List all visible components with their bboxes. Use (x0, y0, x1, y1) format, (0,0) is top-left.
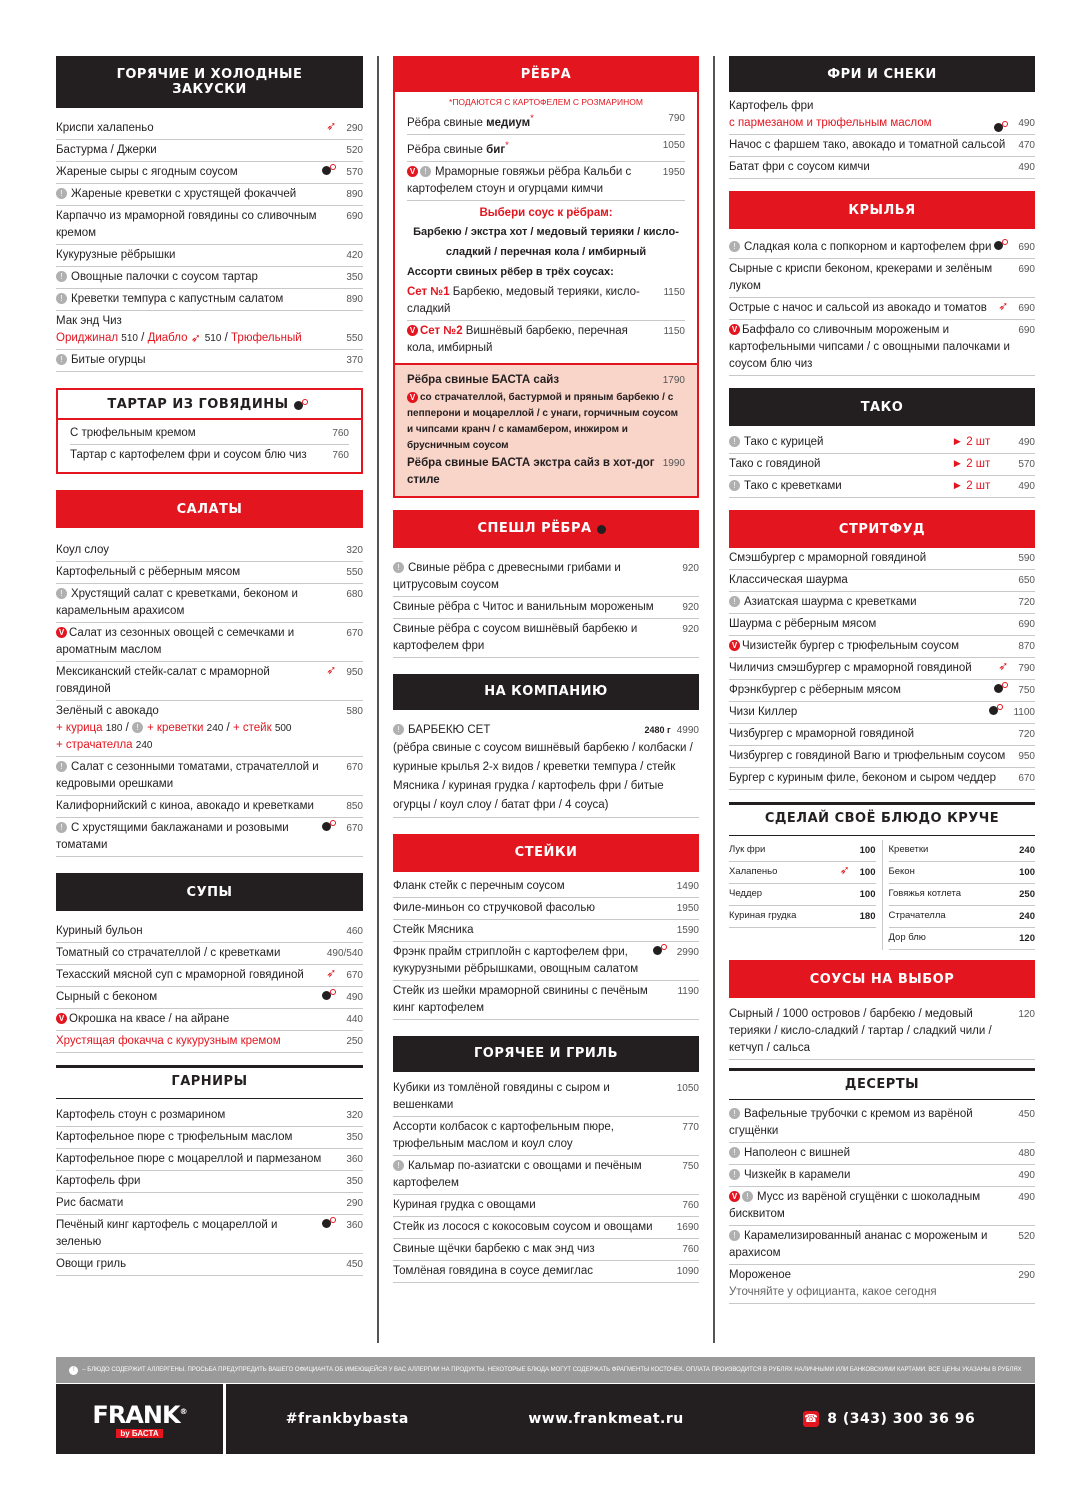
section-title: СОУСЫ НА ВЫБОР (729, 960, 1035, 998)
section-title: НА КОМПАНИЮ (393, 674, 699, 710)
chili-pepper-icon: ➶ (190, 330, 201, 345)
menu-item: Жареные сыры с ягодным соусом 570 (56, 162, 363, 184)
menu-item: Картофельное пюре с трюфельным маслом 350 (56, 1127, 363, 1149)
vegetarian-icon: V (407, 325, 418, 336)
menu-item: Кубики из томлёной говядины с сыром и вешенками 1050 (393, 1078, 699, 1117)
allergen-icon: ! (742, 1191, 753, 1202)
menu-item: Начос с фаршем тако, авокадо и томатной сальсой 470 (729, 135, 1035, 157)
allergen-icon: ! (56, 271, 67, 282)
menu-item: V Баффало со сливочным мороженым и картофельными чипсами / с овощными палочками и соусом блю чиз 690 (729, 320, 1035, 376)
menu-item: V Салат из сезонных овощей с семечками и ароматным маслом 670 (56, 623, 363, 662)
section-title: САЛАТЫ (56, 490, 363, 528)
menu-item: ! Жареные креветки с хрустящей фокаччей 890 (56, 184, 363, 206)
menu-item: ! Тако с креветками ► 2 шт 490 (729, 476, 1035, 498)
bomb-icon (322, 989, 335, 1000)
allergen-icon: ! (56, 588, 67, 599)
menu-item: Бастурма / Джерки 520 (56, 140, 363, 162)
vegetarian-icon: V (729, 324, 740, 335)
phone-number[interactable]: ☎ 8 (343) 300 36 96 (804, 1411, 976, 1427)
bomb-icon (597, 523, 610, 534)
allergen-icon: ! (393, 724, 404, 735)
allergen-icon: ! (393, 562, 404, 573)
menu-item: ! Чизкейк в карамели 490 (729, 1165, 1035, 1187)
bomb-icon (989, 704, 1002, 715)
menu-item: Мороженое Уточняйте у официанта, какое сегодня 290 (729, 1265, 1035, 1304)
addon-item: Чеддер 100 (729, 884, 876, 906)
allergen-icon: ! (56, 822, 67, 833)
allergen-icon: ! (729, 1147, 740, 1158)
allergen-icon: ! (420, 166, 431, 177)
addon-item: Халапеньо ➶ 100 (729, 862, 876, 884)
section-title: КРЫЛЬЯ (729, 191, 1035, 229)
section-title: СУПЫ (56, 873, 363, 911)
menu-item: ! Хрустящий салат с креветками, беконом и карамельным арахисом 680 (56, 584, 363, 623)
menu-item: Острые с начос и сальсой из авокадо и томатов ➶ 690 (729, 298, 1035, 320)
bomb-icon (994, 121, 1007, 132)
chili-pepper-icon: ➶ (326, 663, 337, 677)
menu-item: V Чизистейк бургер с трюфельным соусом 870 (729, 636, 1035, 658)
section-title: ДЕСЕРТЫ (729, 1068, 1035, 1098)
phone-icon: ☎ (804, 1412, 819, 1425)
section-title: ТАКО (729, 388, 1035, 426)
menu-item: Сырный с беконом 490 (56, 987, 363, 1009)
menu-item: Фрэнкбургер с рёберным мясом 750 (729, 680, 1035, 702)
menu-item: ! Азиатская шаурма с креветками 720 (729, 592, 1035, 614)
menu-item: V Окрошка на квасе / на айране 440 (56, 1009, 363, 1031)
allergen-icon: ! (132, 722, 143, 733)
section-title: ТАРТАР ИЗ ГОВЯДИНЫ (58, 390, 361, 420)
menu-item: Батат фри с соусом кимчи 490 (729, 157, 1035, 179)
frank-logo: FRANK® by БАСТА (56, 1384, 226, 1454)
addon-item: Куриная грудка 180 (729, 906, 876, 928)
menu-item: ! Овощные палочки с соусом тартар 350 (56, 267, 363, 289)
vegetarian-icon: V (56, 627, 67, 638)
menu-item: Картофель стоун с розмарином 320 (56, 1105, 363, 1127)
menu-item: Картофельный с рёберным мясом 550 (56, 562, 363, 584)
section-title: ГОРЯЧЕЕ И ГРИЛЬ (393, 1036, 699, 1072)
menu-item: Свиные щёчки барбекю с мак энд чиз 760 (393, 1239, 699, 1261)
menu-item: Чиличиз смэшбургер с мраморной говядиной ➶ 790 (729, 658, 1035, 680)
menu-item: Чизбургер с мраморной говядиной 720 (729, 724, 1035, 746)
allergen-icon: ! (729, 241, 740, 252)
menu-item: С трюфельным кремом 760 (70, 423, 349, 445)
vegetarian-icon: V (407, 166, 418, 177)
addons-grid (729, 840, 1035, 950)
menu-item: Филе-миньон со стручковой фасолью 1950 (393, 898, 699, 920)
menu-item: Томатный со страчателлой / с креветками 490/540 (56, 943, 363, 965)
bomb-icon (322, 820, 335, 831)
menu-item: Рёбра свиные БАСТА экстра сайз в хот-дог стиле 1990 (407, 456, 685, 486)
menu-item: ! Кальмар по-азиатски с овощами и печёным картофелем 750 (393, 1156, 699, 1195)
vegetarian-icon: V (56, 1013, 67, 1024)
chili-pepper-icon: ➶ (326, 966, 337, 980)
bomb-icon (294, 399, 307, 410)
ribs-section (393, 92, 699, 365)
allergen-icon: ! (56, 761, 67, 772)
assorti-title: Ассорти свиных рёбер в трёх соусах: (407, 265, 614, 278)
menu-item: Свиные рёбра с Читос и ванильным мороженым 920 (393, 597, 699, 619)
sauce-list: Барбекю / экстра хот / медовый терияки / кисло-сладкий / перечная кола / имбирный (413, 225, 679, 258)
addon-item: Креветки 240 (889, 840, 1036, 862)
allergen-icon: ! (56, 293, 67, 304)
hashtag: #frankbybasta (285, 1411, 409, 1427)
menu-item: Хрустящая фокачча с кукурузным кремом 250 (56, 1031, 363, 1053)
menu-item: Карпаччо из мраморной говядины со сливочным кремом 690 (56, 206, 363, 245)
section-title: СДЕЛАЙ СВОЁ БЛЮДО КРУЧЕ (729, 802, 1035, 832)
menu-item: Шаурма с рёберным мясом 690 (729, 614, 1035, 636)
menu-item: Криспи халапеньо ➶ 290 (56, 118, 363, 140)
footer-bar (56, 1384, 1035, 1454)
menu-item: Томлёная говядина в соусе демиглас 1090 (393, 1261, 699, 1283)
chili-pepper-icon: ➶ (998, 299, 1009, 313)
menu-item: Стейк из лосося с кокосовым соусом и овощами 1690 (393, 1217, 699, 1239)
column-divider (713, 56, 715, 1343)
menu-item: Сет №1 Барбекю, медовый терияки, кисло-сладкий 1150 (407, 282, 685, 321)
menu-item: Картофель фри 350 (56, 1171, 363, 1193)
sauce-choice-title: Выбери соус к рёбрам: (479, 206, 613, 219)
menu-item: ! Вафельные трубочки с кремом из варёной сгущёнки 450 (729, 1104, 1035, 1143)
menu-item: Овощи гриль 450 (56, 1254, 363, 1276)
website-link[interactable]: www.frankmeat.ru (528, 1411, 684, 1427)
bomb-icon (322, 1217, 335, 1228)
menu-item: ! Тако с курицей ► 2 шт 490 (729, 432, 1035, 454)
section-title: ГАРНИРЫ (56, 1065, 363, 1095)
addon-item: Дор блю 120 (889, 928, 1036, 950)
menu-item: Мексиканский стейк-салат с мраморной говядиной ➶ 950 (56, 662, 363, 701)
bomb-icon (653, 944, 666, 955)
menu-item: Классическая шаурма 650 (729, 570, 1035, 592)
menu-item: Смэшбургер с мраморной говядиной 590 (729, 548, 1035, 570)
bomb-icon (994, 682, 1007, 693)
allergen-icon: ! (729, 480, 740, 491)
allergen-icon: ! (729, 1108, 740, 1119)
chili-pepper-icon: ➶ (326, 119, 337, 133)
bomb-icon (322, 164, 335, 175)
allergen-icon: ! (69, 1366, 78, 1375)
menu-column-middle (393, 56, 699, 1283)
allergen-icon: ! (56, 188, 67, 199)
menu-item: Куриная грудка с овощами 760 (393, 1195, 699, 1217)
basta-size-box (393, 365, 699, 498)
menu-item: ! Битые огурцы 370 (56, 350, 363, 372)
menu-column-left (56, 56, 363, 1276)
menu-item: ! Сладкая кола с попкорном и картофелем фри 690 (729, 237, 1035, 259)
menu-item: Кукурузные рёбрышки 420 (56, 245, 363, 267)
menu-item: ! С хрустящими баклажанами и розовыми томатами 670 (56, 818, 363, 857)
addon-item: Страчателла 240 (889, 906, 1036, 928)
allergen-icon: ! (729, 596, 740, 607)
menu-item: Бургер с куриным филе, беконом и сыром чеддер 670 (729, 768, 1035, 790)
allergen-icon: ! (729, 1230, 740, 1241)
section-title: ГОРЯЧИЕ И ХОЛОДНЫЕ ЗАКУСКИ (56, 56, 363, 108)
menu-item: Сырные с криспи беконом, крекерами и зелёным луком 690 (729, 259, 1035, 298)
menu-item: Сырный / 1000 островов / барбекю / медовый терияки / кисло-сладкий / тартар / сладкий чили / кетчуп / сальса 120 (729, 1004, 1035, 1060)
menu-item: Тартар с картофелем фри и соусом блю чиз 760 (70, 449, 349, 461)
menu-item: V Сет №2 Вишнёвый барбекю, перечная кола, имбирный 1150 (407, 324, 685, 354)
addon-item: Говяжья котлета 250 (889, 884, 1036, 906)
column-divider (377, 56, 379, 1343)
menu-item: Рис басмати 290 (56, 1193, 363, 1215)
menu-item: ! Наполеон с вишней 480 (729, 1143, 1035, 1165)
menu-item: Фрэнк прайм стриплойн с картофелем фри, кукурузными рёбрышками, овощным салатом 2990 (393, 942, 699, 981)
allergen-disclaimer: ! – БЛЮДО СОДЕРЖИТ АЛЛЕРГЕНЫ. ПРОСЬБА ПРЕДУПРЕДИТЬ ВАШЕГО ОФИЦИАНТА ОБ ИМЕЮЩЕЙСЯ У ВАС АЛЛЕРГИИ НА ПРОДУКТЫ. НЕКОТОРЫЕ БЛЮДА МОГУТ СОДЕРЖАТЬ ФРАГМЕНТЫ КОСТОЧЕК. ОПЛАТА ПРОИЗВОДИТСЯ В РУБЛЯХ НАЛИЧНЫМИ ИЛИ БАНКОВСКИМИ КАРТАМИ. ВСЕ ЦЕНЫ УКАЗАНЫ В РУБЛЯХ (56, 1357, 1035, 1383)
menu-item: Печёный кинг картофель с моцареллой и зеленью 360 (56, 1215, 363, 1254)
section-title: СТРИТФУД (729, 510, 1035, 548)
allergen-icon: ! (56, 354, 67, 365)
menu-item: ! Салат с сезонными томатами, страчателлой и кедровыми орешками 670 (56, 757, 363, 796)
menu-item: ! Карамелизированный ананас с мороженым и арахисом 520 (729, 1226, 1035, 1265)
tartar-section (56, 388, 363, 474)
vegetarian-icon: V (729, 640, 740, 651)
allergen-icon: ! (729, 1169, 740, 1180)
menu-item: V ! Мусс из варёной сгущёнки с шоколадным бисквитом 490 (729, 1187, 1035, 1226)
menu-item: Стейк из шейки мраморной свинины с печёным кинг картофелем 1190 (393, 981, 699, 1020)
addon-item: Бекон 100 (889, 862, 1036, 884)
menu-item: Коул слоу 320 (56, 540, 363, 562)
addon-item: Лук фри 100 (729, 840, 876, 862)
menu-item: Свиные рёбра с соусом вишнёвый барбекю и картофелем фри 920 (393, 619, 699, 658)
menu-item: Картофельное пюре с моцареллой и пармезаном 360 (56, 1149, 363, 1171)
section-title: РЁБРА (393, 56, 699, 92)
vegetarian-icon: V (729, 1191, 740, 1202)
menu-item: Картофель фри с пармезаном и трюфельным маслом 490 (729, 96, 1035, 135)
menu-item: Рёбра свиные биг* 1050 (407, 135, 685, 162)
menu-item-bbq-set: ! БАРБЕКЮ СЕТ 2480 г 4990 (рёбра свиные с соусом вишнёвый барбекю / колбаски / куриные крылья 2-х видов / креветки темпура / стейк Мясника / куриная грудка / картофель фри / битые огурцы / коул слоу / батат фри / 4 соуса) (393, 720, 699, 818)
menu-item: ! Свиные рёбра с древесными грибами и цитрусовым соусом 920 (393, 558, 699, 597)
section-title: ФРИ И СНЕКИ (729, 56, 1035, 92)
vegetarian-icon: V (407, 392, 418, 403)
chili-pepper-icon: ➶ (839, 863, 850, 877)
menu-item: Калифорнийский с киноа, авокадо и креветками 850 (56, 796, 363, 818)
menu-item: Техасский мясной суп с мраморной говядиной ➶ 670 (56, 965, 363, 987)
menu-item: Чизбургер с говядиной Вагю и трюфельным соусом 950 (729, 746, 1035, 768)
menu-item: ! Креветки темпура с капустным салатом 890 (56, 289, 363, 311)
menu-item: Куриный бульон 460 (56, 921, 363, 943)
basta-options: V со страчателлой, бастурмой и пряным барбекю / с пепперони и моцареллой / с унаги, горчичным соусом и чипсами кранч / с камамбером, инжиром и брусничным соусом (407, 391, 679, 451)
ribs-note: *ПОДАЮТСЯ С КАРТОФЕЛЕМ С РОЗМАРИНОМ (449, 97, 643, 107)
menu-item: V ! Мраморные говяжьи рёбра Кальби с картофелем стоун и огурцами кимчи 1950 (407, 162, 685, 201)
menu-item: Ассорти колбасок с картофельным пюре, трюфельным маслом и коул слоу 770 (393, 1117, 699, 1156)
menu-item-avocado: Зелёный с авокадо + курица 180 / ! + креветки 240 / + стейк 500 + страчателла 240 580 (56, 701, 363, 757)
menu-item: Рёбра свиные медиум* 790 (407, 108, 685, 135)
menu-column-right (729, 56, 1035, 1304)
allergen-icon: ! (393, 1160, 404, 1171)
section-title: СТЕЙКИ (393, 834, 699, 872)
allergen-icon: ! (729, 436, 740, 447)
menu-item: Тако с говядиной ► 2 шт 570 (729, 454, 1035, 476)
menu-item: Чизи Киллер 1100 (729, 702, 1035, 724)
chili-pepper-icon: ➶ (998, 659, 1009, 673)
menu-item: Рёбра свиные БАСТА сайз 1790 (407, 373, 685, 386)
menu-item: Фланк стейк с перечным соусом 1490 (393, 876, 699, 898)
bomb-icon (994, 239, 1007, 250)
menu-item-mac-and-cheese: Мак энд Чиз Ориджинал 510 / Диабло ➶ 510 / Трюфельный 550 (56, 311, 363, 350)
menu-item: Стейк Мясника 1590 (393, 920, 699, 942)
section-title: СПЕШЛ РЁБРА (393, 510, 699, 548)
